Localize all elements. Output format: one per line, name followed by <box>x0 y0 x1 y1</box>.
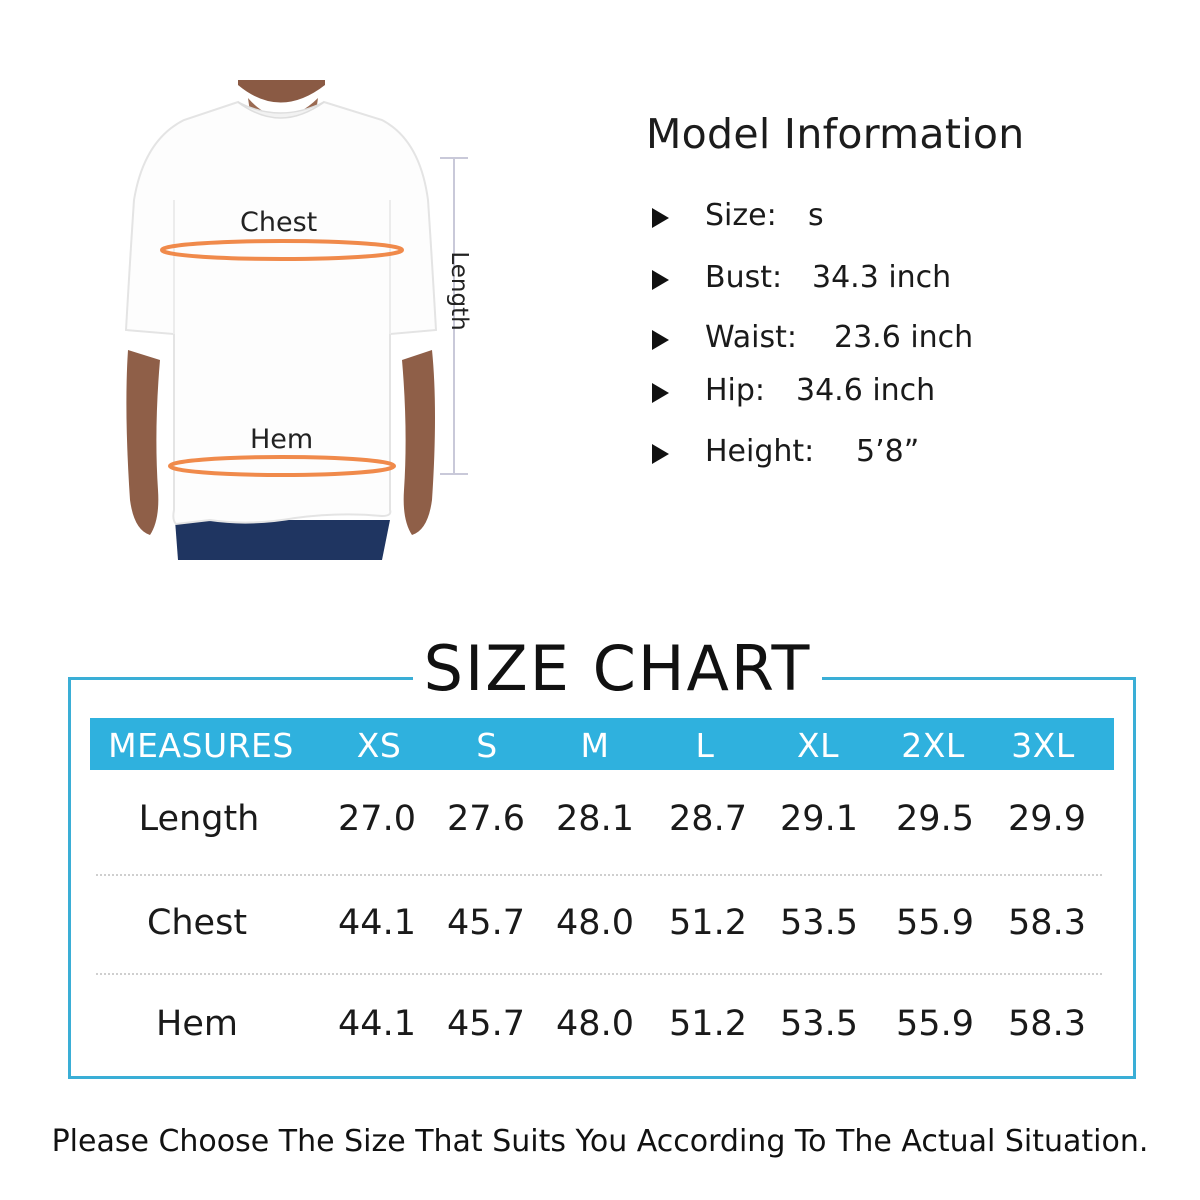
table-row <box>90 787 1114 857</box>
triangle-bullet-icon <box>652 208 669 228</box>
table-row <box>90 992 1114 1062</box>
info-value: s <box>808 198 824 233</box>
header-cell: 3XL <box>1011 726 1075 765</box>
header-cell: XL <box>797 726 839 765</box>
table-cell: 45.7 <box>447 903 525 943</box>
table-cell: 48.0 <box>556 1004 634 1044</box>
table-cell: 45.7 <box>447 1004 525 1044</box>
model-info-title: Model Information <box>646 110 1025 158</box>
table-cell: 27.0 <box>338 799 416 839</box>
info-label: Waist: <box>705 320 797 355</box>
header-cell: 2XL <box>901 726 965 765</box>
footer-note: Please Choose The Size That Suits You According To The Actual Situation. <box>51 1124 1149 1159</box>
table-cell: 58.3 <box>1008 903 1086 943</box>
header-cell: MEASURES <box>108 726 294 765</box>
table-cell: 28.1 <box>556 799 634 839</box>
table-cell: 51.2 <box>669 1004 747 1044</box>
table-cell: 27.6 <box>447 799 525 839</box>
table-cell: 28.7 <box>669 799 747 839</box>
table-cell: 53.5 <box>780 903 858 943</box>
triangle-bullet-icon <box>652 270 669 290</box>
model-figure <box>120 80 440 560</box>
table-cell: 48.0 <box>556 903 634 943</box>
tshirt-model-illustration <box>120 80 560 560</box>
header-cell: L <box>695 726 715 765</box>
info-value: 34.6 inch <box>796 373 936 408</box>
table-row <box>90 891 1114 961</box>
table-cell: 55.9 <box>896 1004 974 1044</box>
frame-divider <box>68 677 413 680</box>
info-label: Size: <box>705 198 777 233</box>
header-cell: S <box>476 726 498 765</box>
length-label: Length <box>446 251 472 331</box>
triangle-bullet-icon <box>652 330 669 350</box>
table-cell: 29.9 <box>1008 799 1086 839</box>
row-name: Length <box>138 799 260 839</box>
row-divider <box>96 973 1102 975</box>
size-table-header <box>90 718 1114 770</box>
table-cell: 29.5 <box>896 799 974 839</box>
table-cell: 55.9 <box>896 903 974 943</box>
info-label: Hip: <box>705 373 766 408</box>
table-cell: 29.1 <box>780 799 858 839</box>
header-cell: XS <box>356 726 402 765</box>
header-cell: M <box>580 726 610 765</box>
info-label: Bust: <box>705 260 783 295</box>
chest-label: Chest <box>240 207 318 238</box>
triangle-bullet-icon <box>652 444 669 464</box>
triangle-bullet-icon <box>652 383 669 403</box>
table-cell: 44.1 <box>338 903 416 943</box>
table-cell: 53.5 <box>780 1004 858 1044</box>
size-chart-title: SIZE CHART <box>423 632 812 705</box>
table-cell: 58.3 <box>1008 1004 1086 1044</box>
info-value: 5’8” <box>856 434 920 469</box>
frame-divider <box>822 677 1136 680</box>
row-name: Chest <box>146 903 248 943</box>
info-value: 23.6 inch <box>834 320 974 355</box>
table-cell: 44.1 <box>338 1004 416 1044</box>
table-cell: 51.2 <box>669 903 747 943</box>
hem-label: Hem <box>250 424 314 455</box>
row-name: Hem <box>156 1004 238 1044</box>
info-value: 34.3 inch <box>812 260 952 295</box>
row-divider <box>96 874 1102 876</box>
info-label: Height: <box>705 434 815 469</box>
